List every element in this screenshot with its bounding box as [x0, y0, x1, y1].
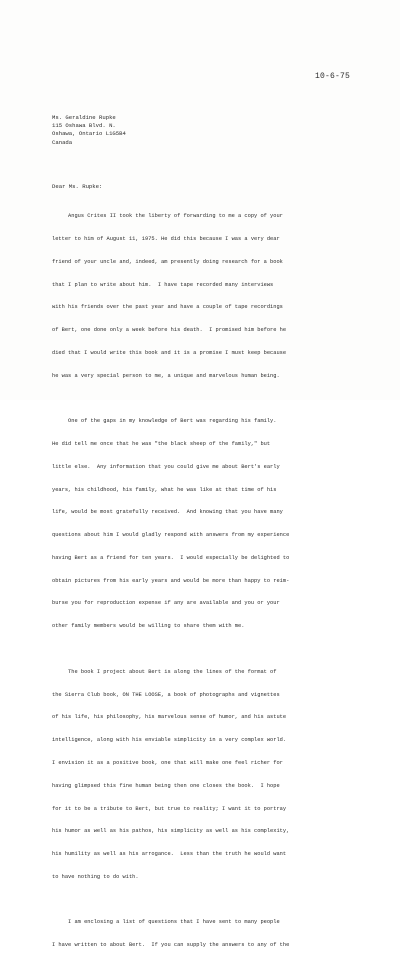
letter-body — [52, 198, 392, 973]
text-line: other family members would be willing to share them with me. — [52, 623, 245, 630]
text-line: friend of your uncle and, indeed, am presently doing research for a book — [52, 258, 283, 265]
text-line: he was a very special person to me, a unique and marvelous human being. — [52, 372, 280, 379]
text-line: life, would be most gratefully received. And knowing that you have many — [52, 509, 283, 516]
text-line: years, his childhood, his family, what he was like at that time of his — [52, 486, 277, 493]
text-line: to have nothing to do with. — [52, 873, 139, 880]
text-line: his humor as well as his pathos, his simplicity as well as his complexity, — [52, 828, 290, 835]
text-line: his humility as well as his arrogance. Less than the truth he would want — [52, 851, 287, 858]
recipient-address — [52, 114, 126, 147]
recipient-name: Ms. Geraldine Rupke — [52, 114, 116, 121]
recipient-street: 115 Oshawa Blvd. N. — [52, 122, 116, 130]
text-line: One of the gaps in my knowledge of Bert was regarding his family. — [52, 418, 277, 425]
text-line: intelligence, along with his enviable simplicity in a very complex world. — [52, 737, 287, 744]
text-line: having glimpsed this fine human being then one closes the book. I hope — [52, 782, 280, 789]
salutation: Dear Ms. Rupke: — [52, 183, 103, 190]
text-line: that I plan to write about him. I have tape recorded many interviews — [52, 281, 274, 288]
paragraph — [52, 654, 392, 897]
text-line: Angus Crites II took the liberty of forwarding to me a copy of your — [52, 213, 283, 220]
text-line: little else. Any information that you could give me about Bert's early — [52, 463, 280, 470]
text-line: having Bert as a friend for ten years. I would especially be delighted to — [52, 554, 290, 561]
paragraph — [52, 403, 392, 646]
text-line: The book I project about Bert is along the lines of the format of — [52, 668, 277, 675]
text-line: obtain pictures from his early years and would be more than happy to reim- — [52, 577, 290, 584]
text-line: I am enclosing a list of questions that I have sent to many people — [52, 919, 280, 926]
text-line: burse you for reproduction expense if any are available and you or your — [52, 600, 280, 607]
text-line: with his friends over the past year and have a couple of tape recordings — [52, 304, 283, 311]
paragraph — [52, 198, 392, 395]
recipient-city: Oshawa, Ontario L1G5B4 — [52, 130, 126, 138]
text-line: I have written to about Bert. If you can supply the answers to any of the — [52, 942, 290, 949]
text-line: letter to him of August 11, 1975. He did this because I was a very dear — [52, 235, 280, 242]
text-line: of Bert, one done only a week before his death. I promised him before he — [52, 327, 287, 334]
text-line: died that I would write this book and it is a promise I must keep because — [52, 349, 287, 356]
text-line: I envision it as a positive book, one that will make one feel richer for — [52, 759, 283, 766]
text-line: questions about him I would gladly respond with answers from my experience — [52, 532, 290, 539]
text-line: He did tell me once that he was "the black sheep of the family," but — [52, 441, 271, 447]
text-line: the Sierra Club book, ON THE LOOSE, a book of photographs and vignettes — [52, 691, 280, 698]
recipient-country: Canada — [52, 138, 73, 146]
paragraph — [52, 904, 392, 965]
text-line: of his life, his philosophy, his marvelous sense of humor, and his astute — [52, 714, 287, 721]
letter-date: 10-6-75 — [315, 72, 351, 81]
text-line: for it to be a tribute to Bert, but true to reality; I want it to portray — [52, 805, 287, 812]
